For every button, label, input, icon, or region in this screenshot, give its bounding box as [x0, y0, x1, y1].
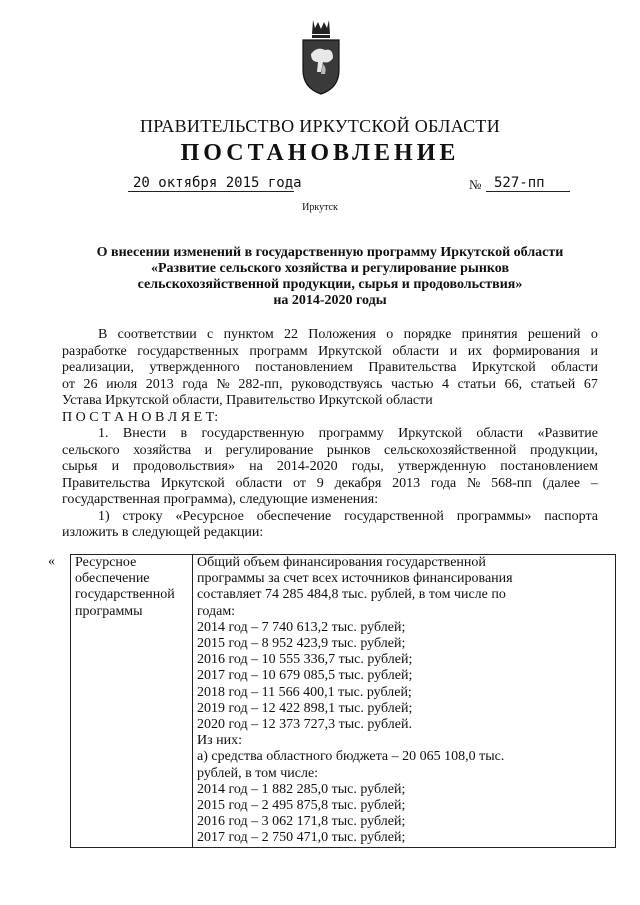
- cell-line: 2016 год – 10 555 336,7 тыс. рублей;: [197, 652, 413, 668]
- cell-line: 2017 год – 10 679 085,5 тыс. рублей;: [197, 668, 413, 684]
- word: с: [207, 327, 214, 342]
- body-line: изложить в следующей редакции:: [62, 525, 264, 540]
- word: от: [62, 376, 75, 392]
- cell-line: а) средства областного бюджета – 20 065 108,0 тыс.: [197, 749, 505, 765]
- cell-line: 2018 год – 11 566 400,1 тыс. рублей;: [197, 684, 412, 700]
- word: в: [180, 426, 188, 441]
- word: 2014-2020: [276, 459, 338, 474]
- word: рынков: [326, 442, 371, 458]
- body-line: [62, 443, 598, 460]
- cell-line: Общий объем финансирования государственной: [197, 555, 486, 570]
- word: на: [249, 459, 263, 474]
- cell-line: 2020 год – 12 373 727,3 тыс. рублей.: [197, 717, 412, 733]
- body-line: [62, 509, 598, 526]
- word: 2013: [392, 475, 421, 491]
- word: 568-пп: [491, 475, 532, 491]
- resolves-word: П О С Т А Н О В Л Я Е Т:: [62, 409, 219, 425]
- word: принятия: [461, 327, 518, 342]
- word: года: [182, 376, 208, 392]
- word: формирования: [492, 343, 580, 359]
- opening-quote: «: [48, 554, 55, 569]
- word: программы»: [456, 508, 532, 524]
- word: частью: [390, 376, 434, 392]
- word: Внести: [122, 426, 167, 441]
- document-date: 20 октября 2015 года: [133, 175, 302, 191]
- cell-line: 2019 год – 12 422 898,1 тыс. рублей;: [197, 700, 413, 716]
- word: государственных: [137, 343, 239, 359]
- cell-line: Ресурсное: [75, 555, 137, 570]
- document-body: [62, 327, 598, 542]
- word: В: [98, 327, 108, 342]
- word: пунктом: [223, 327, 274, 342]
- word: Иркутской: [318, 343, 382, 359]
- word: обеспечение: [256, 508, 332, 524]
- table-row: [71, 555, 616, 848]
- title-line: на 2014-2020 годы: [273, 293, 387, 308]
- document-title: [60, 245, 600, 309]
- body-line: [62, 327, 598, 344]
- table-cell-label: [71, 555, 193, 848]
- word: (далее: [542, 475, 581, 491]
- word: 9: [316, 475, 324, 491]
- word: 282-пп,: [238, 376, 283, 392]
- word: постановлением: [255, 360, 353, 375]
- word: 4: [442, 376, 450, 392]
- cell-line: 2015 год – 2 495 875,8 тыс. рублей;: [197, 798, 406, 814]
- word: утвержденную: [397, 459, 487, 474]
- word: руководствуясь: [291, 376, 383, 392]
- cell-line: программы: [75, 603, 143, 619]
- title-line: О внесении изменений в государственную программу Иркутской области: [96, 245, 564, 260]
- word: сельского: [62, 442, 120, 458]
- word: о: [590, 327, 598, 342]
- cell-line: рублей, в том числе:: [197, 765, 319, 781]
- number-label: №: [469, 177, 482, 192]
- word: декабря: [334, 475, 382, 491]
- word: сельскохозяйственной: [384, 442, 517, 458]
- cell-line: 2017 год – 2 750 471,0 тыс. рублей;: [197, 830, 406, 846]
- resource-table: [70, 554, 616, 848]
- body-line: [62, 344, 598, 361]
- cell-line: составляет 74 285 484,8 тыс. рублей, в том числе по: [197, 587, 506, 603]
- cell-line: обеспечение: [75, 571, 150, 587]
- word: Иркутской: [471, 360, 536, 375]
- word: хозяйства: [133, 442, 192, 458]
- word: регулирование: [225, 442, 314, 458]
- word: и: [111, 459, 120, 474]
- body-line: [62, 360, 598, 377]
- word: «Ресурсное: [175, 508, 244, 524]
- word: и: [590, 343, 598, 359]
- word: Иркутской: [398, 426, 462, 441]
- word: Иркутской: [160, 475, 225, 491]
- word: сырья: [62, 459, 98, 474]
- body-line: [62, 426, 598, 443]
- cell-line: программы за счет всех источников финансирования: [197, 571, 513, 587]
- document-city: Иркутск: [302, 202, 338, 213]
- cell-line: 2016 год – 3 062 171,8 тыс. рублей;: [197, 814, 406, 830]
- title-line: сельскохозяйственной продукции, сырья и продовольствия»: [137, 277, 523, 292]
- word: №: [216, 376, 230, 392]
- word: –: [590, 475, 598, 491]
- cell-line: 2014 год – 1 882 285,0 тыс. рублей;: [197, 781, 406, 797]
- word: утвержденного: [149, 360, 240, 375]
- government-name: ПРАВИТЕЛЬСТВО ИРКУТСКОЙ ОБЛАСТИ: [139, 116, 501, 136]
- number-underline: [486, 191, 570, 192]
- word: 26: [83, 376, 98, 392]
- word: области: [235, 475, 283, 491]
- word: годы,: [351, 459, 384, 474]
- word: их: [467, 343, 483, 359]
- word: от: [293, 475, 307, 491]
- word: и: [204, 442, 213, 458]
- cell-line: 2014 год – 7 740 613,2 тыс. рублей;: [197, 619, 406, 635]
- word: решений: [527, 327, 581, 342]
- word: области: [476, 426, 524, 441]
- word: 22: [284, 327, 298, 342]
- word: и: [449, 343, 458, 359]
- word: «Развитие: [537, 426, 598, 441]
- word: продовольствия»: [133, 459, 235, 474]
- coat-of-arms-icon: [299, 18, 343, 96]
- cell-line: государственной: [75, 587, 175, 603]
- word: Положения: [308, 327, 376, 342]
- body-line: [62, 377, 598, 394]
- word: Правительства: [368, 360, 457, 375]
- word: программ: [249, 343, 308, 359]
- word: июля: [106, 376, 138, 392]
- word: 67: [583, 376, 598, 392]
- word: года: [430, 475, 457, 491]
- date-underline: [128, 191, 294, 192]
- word: государственную: [201, 426, 305, 441]
- word: Правительства: [62, 475, 151, 491]
- cell-line: 2015 год – 8 952 423,9 тыс. рублей;: [197, 636, 406, 652]
- document-number: 527-пп: [494, 175, 545, 191]
- cell-line: Из них:: [197, 733, 243, 749]
- word: соответствии: [117, 327, 197, 342]
- word: 2013: [145, 376, 174, 392]
- body-line: Устава Иркутской области, Правительство Иркутской области: [62, 393, 433, 408]
- body-line: [62, 459, 598, 476]
- title-line: «Развитие сельского хозяйства и регулирование рынков: [150, 261, 510, 276]
- word: разработке: [62, 343, 127, 359]
- word: 1): [98, 508, 110, 524]
- word: 66,: [504, 376, 523, 392]
- word: №: [466, 475, 481, 491]
- word: области: [392, 343, 440, 359]
- word: порядке: [403, 327, 452, 342]
- word: продукции,: [529, 442, 598, 458]
- document-type: ПОСТАНОВЛЕНИЕ: [180, 140, 460, 166]
- word: статьей: [530, 376, 576, 392]
- word: статьи: [457, 376, 496, 392]
- table-cell-content: [193, 555, 616, 848]
- word: программу: [318, 426, 384, 441]
- word: области: [551, 360, 598, 375]
- word: строку: [122, 508, 163, 524]
- word: государственной: [344, 508, 444, 524]
- word: 1.: [98, 426, 109, 441]
- word: паспорта: [544, 508, 598, 524]
- body-line: государственная программа), следующие изменения:: [62, 492, 379, 507]
- body-line: [62, 476, 598, 493]
- cell-line: годам:: [197, 603, 236, 619]
- word: реализации,: [62, 360, 134, 375]
- word: постановлением: [500, 459, 598, 474]
- word: о: [386, 327, 394, 342]
